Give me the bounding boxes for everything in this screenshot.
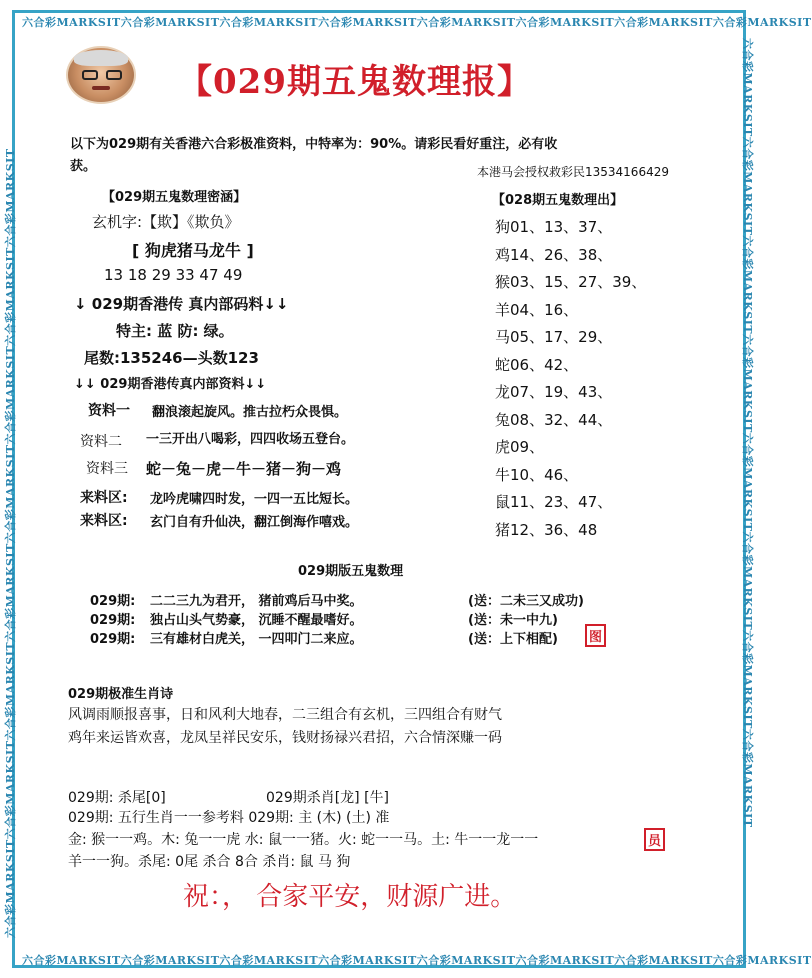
list-item: 龙07、19、43、 bbox=[495, 383, 613, 401]
list-item: 猴03、15、27、39、 bbox=[495, 273, 647, 291]
zodiac-number-list bbox=[495, 214, 646, 544]
poem-line-2: 鸡年来运皆欢喜，龙凤呈祥民安乐，钱财扬禄兴君招，六合情深赚一码 bbox=[68, 730, 502, 746]
list-item: 羊04、16、 bbox=[495, 300, 579, 319]
edition-row-2-note: (送：未一中九) bbox=[468, 613, 558, 628]
intro-line-2: 获。 bbox=[70, 159, 97, 174]
watermark-left: 六合彩MARKSIT六合彩MARKSIT六合彩MARKSIT六合彩MARKSIT六合彩MARKSIT六合彩MARKSIT六合彩MARKSIT六合彩MARKSIT bbox=[4, 148, 17, 938]
list-item: 鸡14、26、38、 bbox=[495, 245, 613, 264]
info3-text: 蛇－兔－虎－牛－猪－狗－鸡 bbox=[146, 460, 342, 478]
avatar-mouth bbox=[92, 86, 110, 90]
info1-label: 资料一 bbox=[88, 403, 130, 419]
avatar-glasses-left bbox=[82, 70, 98, 80]
red-stamp-1: 图 bbox=[585, 624, 606, 647]
five-elements-reference: 029期: 五行生肖一一参考料 029期: 主 (木) (土) 准 bbox=[68, 810, 390, 826]
list-item: 虎09、 bbox=[495, 438, 545, 456]
elements-line-1: 金: 猴一一鸡。木: 兔一一虎 水: 鼠一一猪。火: 蛇一一马。土: 牛一一龙一一 bbox=[68, 832, 539, 848]
list-item: 鼠11、23、47、 bbox=[495, 493, 613, 511]
red-stamp-2: 员 bbox=[644, 828, 665, 851]
kill-zodiac: 029期杀肖[龙] [牛] bbox=[266, 790, 390, 806]
number-list: 13 18 29 33 47 49 bbox=[104, 266, 243, 284]
source1-text: 龙吟虎啸四时发，一四一五比短长。 bbox=[150, 492, 359, 507]
edition-row-3-note: (送：上下相配) bbox=[468, 632, 558, 647]
info3-label: 资料三 bbox=[86, 461, 128, 477]
intro-line-1: 以下为029期有关香港六合彩极准资料，中特率为：90%。请彩民看好重注，必有收 bbox=[70, 137, 558, 152]
edition-row-2-text: 独占山头气势豪， 沉睡不醒最嗜好。 bbox=[150, 613, 363, 628]
info1-text: 翻浪滚起旋风。推古拉朽众畏惧。 bbox=[152, 405, 348, 420]
tail-head-numbers: 尾数:135246—头数123 bbox=[84, 349, 259, 367]
authorization-note: 本港马会授权救彩民13534166429 bbox=[477, 165, 669, 179]
hk-insider-title: ↓ 029期香港传 真内部码料↓↓ bbox=[74, 295, 289, 313]
elements-line-2: 羊一一狗。杀尾: 0尾 杀合 8合 杀肖: 鼠 马 狗 bbox=[68, 854, 351, 870]
list-item: 兔08、32、44、 bbox=[495, 410, 613, 429]
list-item: 马05、17、29、 bbox=[495, 328, 613, 346]
info2-label: 资料二 bbox=[80, 434, 122, 450]
edition-row-3-period: 029期: bbox=[90, 632, 136, 647]
watermark-bottom: 六合彩MARKSIT六合彩MARKSIT六合彩MARKSIT六合彩MARKSIT六合彩MARKSIT六合彩MARKSIT六合彩MARKSIT六合彩MARKSIT bbox=[22, 954, 812, 967]
list-item: 蛇06、42、 bbox=[495, 355, 579, 374]
left-section-title: 【029期五鬼数理密涵】 bbox=[102, 190, 247, 205]
source1-label: 来料区: bbox=[80, 490, 128, 506]
edition-title: 029期版五鬼数理 bbox=[298, 564, 404, 579]
watermark-top: 六合彩MARKSIT六合彩MARKSIT六合彩MARKSIT六合彩MARKSIT六合彩MARKSIT六合彩MARKSIT六合彩MARKSIT六合彩MARKSIT bbox=[22, 16, 812, 29]
special-color: 特主: 蓝 防: 绿。 bbox=[116, 322, 234, 340]
info2-text: 一三开出八喝彩，四四收场五登台。 bbox=[146, 432, 355, 447]
list-item: 猪12、36、48 bbox=[495, 520, 598, 539]
source2-label: 来料区: bbox=[80, 513, 128, 529]
edition-row-1-text: 二二三九为君开， 猪前鸡后马中奖。 bbox=[150, 594, 363, 609]
list-item: 狗01、13、37、 bbox=[495, 218, 613, 236]
edition-row-1-note: (送：二未三又成功) bbox=[468, 594, 584, 609]
poem-line-1: 风调雨顺报喜事，日和风利大地春，二三组合有玄机，三四组合有财气 bbox=[68, 707, 502, 723]
avatar-hair bbox=[74, 50, 128, 66]
poem-title: 029期极准生肖诗 bbox=[68, 687, 174, 702]
blessing-text: 祝：， 合家平安，财源广进。 bbox=[183, 882, 517, 912]
watermark-right: 六合彩MARKSIT六合彩MARKSIT六合彩MARKSIT六合彩MARKSIT六合彩MARKSIT六合彩MARKSIT六合彩MARKSIT六合彩MARKSIT bbox=[741, 38, 754, 828]
kill-tail: 029期: 杀尾[0] bbox=[68, 790, 166, 806]
avatar-glasses-right bbox=[106, 70, 122, 80]
animal-list: [ 狗虎猪马龙牛 ] bbox=[132, 241, 254, 260]
edition-row-1-period: 029期: bbox=[90, 594, 136, 609]
right-section-title: 【028期五鬼数理出】 bbox=[492, 193, 624, 208]
xuanji-text: 玄机字:【欺】《欺负》 bbox=[92, 213, 240, 231]
avatar bbox=[66, 46, 136, 104]
page-title: 【029期五鬼数理报】 bbox=[178, 62, 532, 102]
source2-text: 玄门自有升仙决，翻江倒海作嘻戏。 bbox=[150, 515, 359, 530]
edition-row-2-period: 029期: bbox=[90, 613, 136, 628]
hk-insider-title-2: ↓↓ 029期香港传真内部资料↓↓ bbox=[74, 377, 267, 392]
list-item: 牛10、46、 bbox=[495, 465, 579, 484]
edition-row-3-text: 三有雄材白虎关， 一四叩门二来应。 bbox=[150, 632, 363, 647]
